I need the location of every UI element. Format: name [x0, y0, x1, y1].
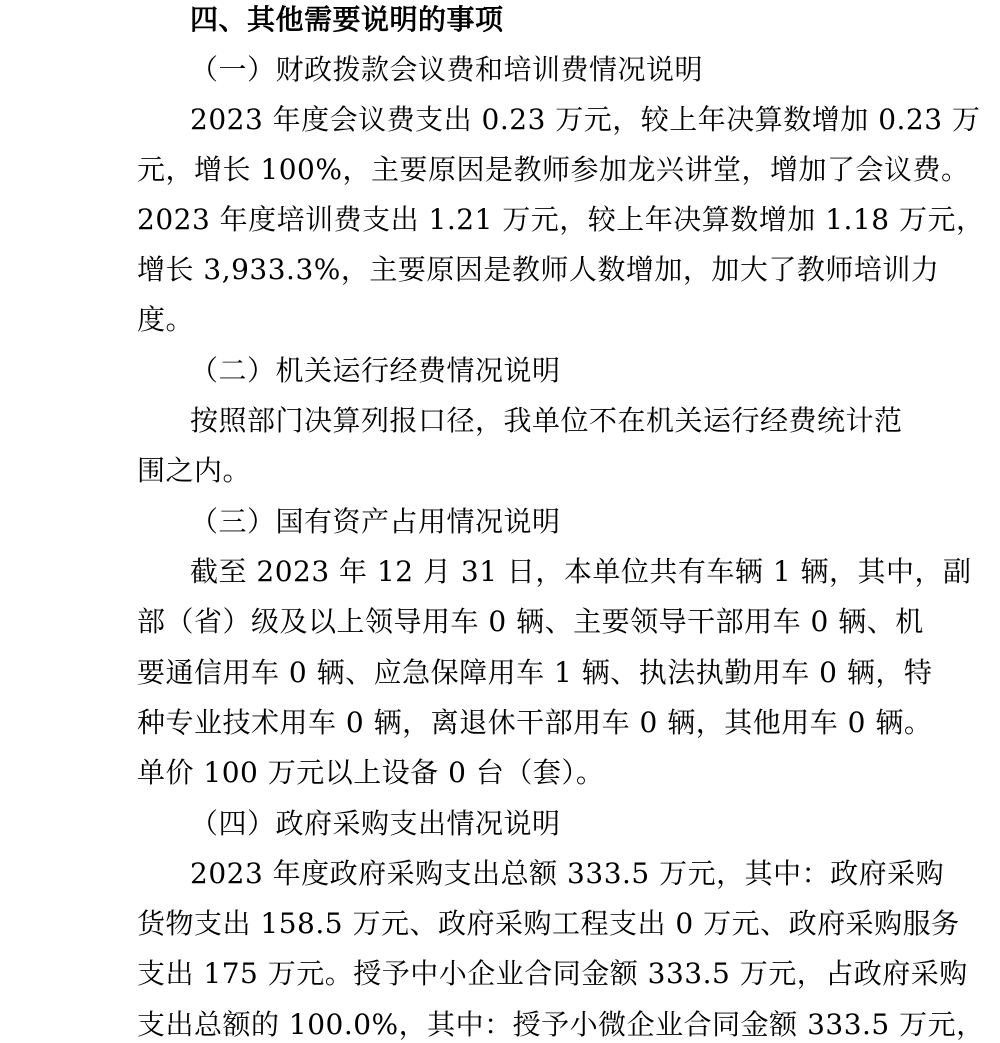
paragraph-line: 2023 年度会议费支出 0.23 万元，较上年决算数增加 0.23 万	[190, 103, 981, 136]
section-heading: 四、其他需要说明的事项	[190, 3, 504, 36]
paragraph-line: 要通信用车 0 辆、应急保障用车 1 辆、执法执勤用车 0 辆，特	[137, 656, 933, 689]
subsection-title-1: （一）财政拨款会议费和培训费情况说明	[190, 53, 704, 86]
subsection-title-3: （三）国有资产占用情况说明	[190, 505, 561, 538]
paragraph-line: 2023 年度培训费支出 1.21 万元，较上年决算数增加 1.18 万元，	[137, 203, 985, 236]
paragraph-line: 货物支出 158.5 万元、政府采购工程支出 0 万元、政府采购服务	[137, 907, 960, 940]
paragraph-line: 围之内。	[137, 454, 252, 487]
paragraph-line: 单价 100 万元以上设备 0 台（套）。	[137, 756, 605, 789]
paragraph-line: 截至 2023 年 12 月 31 日，本单位共有车辆 1 辆，其中，副	[190, 555, 972, 588]
paragraph-line: 度。	[137, 303, 195, 336]
paragraph-line: 种专业技术用车 0 辆，离退休干部用车 0 辆，其他用车 0 辆。	[137, 706, 933, 739]
subsection-title-4: （四）政府采购支出情况说明	[190, 807, 561, 840]
paragraph-line: 部（省）级及以上领导用车 0 辆、主要领导干部用车 0 辆、机	[137, 605, 924, 638]
paragraph-line: 按照部门决算列报口径，我单位不在机关运行经费统计范	[190, 404, 903, 437]
paragraph-line: 元，增长 100%，主要原因是教师参加龙兴讲堂，增加了会议费。	[137, 153, 970, 186]
subsection-title-2: （二）机关运行经费情况说明	[190, 354, 561, 387]
paragraph-line: 增长 3,933.3%，主要原因是教师人数增加，加大了教师培训力	[137, 253, 940, 286]
paragraph-line: 支出 175 万元。授予中小企业合同金额 333.5 万元，占政府采购	[137, 957, 968, 990]
paragraph-line: 支出总额的 100.0%，其中：授予小微企业合同金额 333.5 万元，	[137, 1008, 985, 1041]
paragraph-line: 2023 年度政府采购支出总额 333.5 万元，其中：政府采购	[190, 857, 945, 890]
